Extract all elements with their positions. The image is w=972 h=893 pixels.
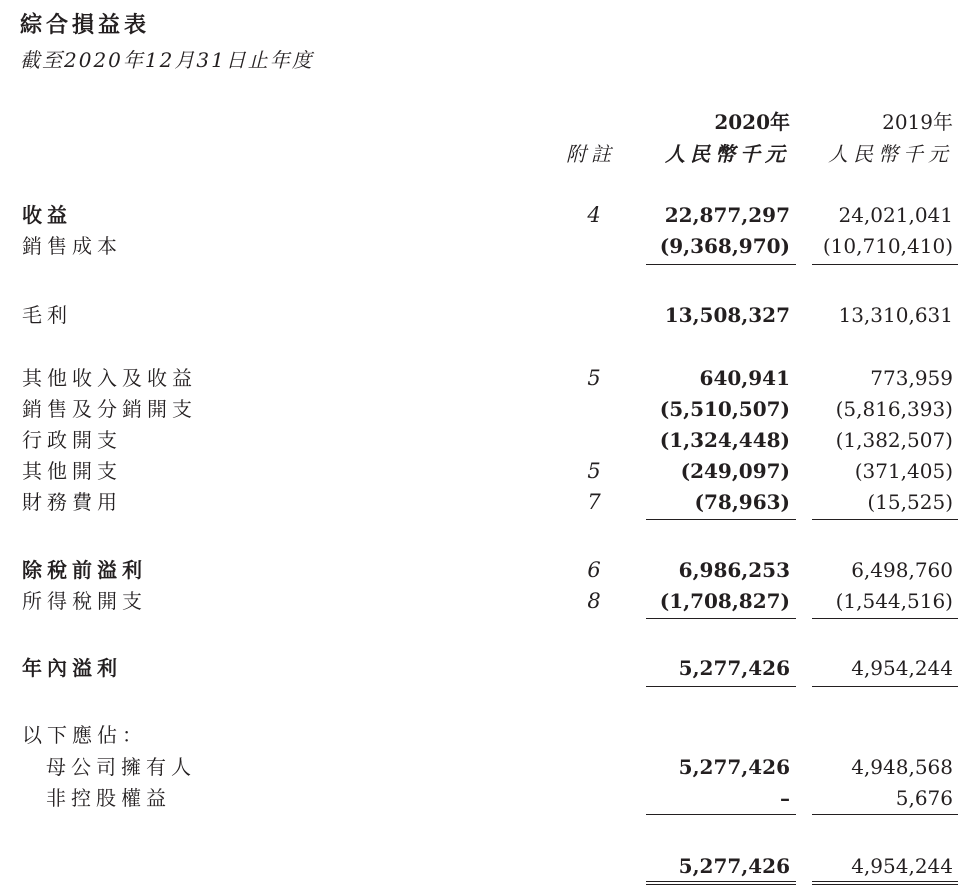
row-label-other-income: 其他收入及收益 xyxy=(22,366,197,390)
row-value-2020-other-income: 640,941 xyxy=(699,366,790,390)
row-note-other-expenses: 5 xyxy=(587,459,601,483)
row-value-2019-administrative: (1,382,507) xyxy=(835,428,953,452)
row-value-2020-cost-of-sales: (9,368,970) xyxy=(659,234,790,258)
row-value-2020-owners-of-parent: 5,277,426 xyxy=(678,755,790,779)
row-value-2020-non-controlling-interests: – xyxy=(780,786,790,810)
row-note-revenue: 4 xyxy=(587,203,601,227)
row-value-2020-other-expenses: (249,097) xyxy=(680,459,790,483)
row-value-2019-gross-profit: 13,310,631 xyxy=(838,303,953,327)
period-subtitle: 截至2020年12月31日止年度 xyxy=(20,48,314,72)
row-value-2020-gross-profit: 13,508,327 xyxy=(664,303,790,327)
row-value-2020-profit-for-year: 5,277,426 xyxy=(678,656,790,680)
row-note-finance-costs: 7 xyxy=(587,490,601,514)
row-label-finance-costs: 財務費用 xyxy=(22,490,122,514)
subtotal-rule-2019 xyxy=(812,814,958,815)
row-value-2019-income-tax: (1,544,516) xyxy=(835,589,953,613)
subtotal-rule-2020 xyxy=(646,264,796,265)
row-value-2020-profit-before-tax: 6,986,253 xyxy=(678,558,790,582)
subtotal-rule-2019 xyxy=(812,618,958,619)
row-value-2019-selling-distribution: (5,816,393) xyxy=(835,397,953,421)
column-header-2020-year: 2020年 xyxy=(714,110,790,134)
row-note-profit-before-tax: 6 xyxy=(587,558,601,582)
column-header-2020-currency: 人民幣千元 xyxy=(665,142,790,166)
row-label-profit-for-year: 年內溢利 xyxy=(22,656,122,680)
row-note-other-income: 5 xyxy=(587,366,601,390)
column-header-2019-currency: 人民幣千元 xyxy=(828,142,953,166)
row-value-2019-profit-before-tax: 6,498,760 xyxy=(851,558,953,582)
row-value-2019-other-expenses: (371,405) xyxy=(854,459,953,483)
row-value-2020-income-tax: (1,708,827) xyxy=(659,589,790,613)
row-note-income-tax: 8 xyxy=(587,589,601,613)
row-label-selling-distribution: 銷售及分銷開支 xyxy=(22,397,197,421)
row-value-2020-administrative: (1,324,448) xyxy=(659,428,790,452)
row-value-2019-owners-of-parent: 4,948,568 xyxy=(851,755,953,779)
row-label-income-tax: 所得稅開支 xyxy=(22,589,147,613)
subtotal-rule-2020 xyxy=(646,814,796,815)
row-value-2020-selling-distribution: (5,510,507) xyxy=(659,397,790,421)
subtotal-rule-2019 xyxy=(812,519,958,520)
row-value-2019-revenue: 24,021,041 xyxy=(838,203,953,227)
row-label-owners-of-parent: 母公司擁有人 xyxy=(46,755,196,779)
column-header-2019-year: 2019年 xyxy=(882,110,953,134)
row-value-2019-total-attributable: 4,954,244 xyxy=(851,854,953,878)
row-label-cost-of-sales: 銷售成本 xyxy=(22,234,122,258)
row-value-2019-other-income: 773,959 xyxy=(870,366,953,390)
subtotal-rule-2020 xyxy=(646,686,796,687)
row-label-attributable-to: 以下應佔： xyxy=(22,723,147,747)
row-value-2019-profit-for-year: 4,954,244 xyxy=(851,656,953,680)
row-value-2020-revenue: 22,877,297 xyxy=(664,203,790,227)
page-title: 綜合損益表 xyxy=(20,12,151,38)
total-double-rule-2020 xyxy=(646,881,796,885)
row-label-gross-profit: 毛利 xyxy=(22,303,72,327)
subtotal-rule-2019 xyxy=(812,686,958,687)
row-value-2019-cost-of-sales: (10,710,410) xyxy=(822,234,953,258)
row-value-2020-finance-costs: (78,963) xyxy=(694,490,790,514)
row-label-profit-before-tax: 除稅前溢利 xyxy=(22,558,147,582)
row-value-2020-total-attributable: 5,277,426 xyxy=(678,854,790,878)
total-double-rule-2019 xyxy=(812,881,958,885)
subtotal-rule-2019 xyxy=(812,264,958,265)
row-label-administrative: 行政開支 xyxy=(22,428,122,452)
row-label-revenue: 收益 xyxy=(22,203,72,227)
column-header-note: 附註 xyxy=(566,142,616,166)
row-label-other-expenses: 其他開支 xyxy=(22,459,122,483)
row-value-2019-finance-costs: (15,525) xyxy=(867,490,953,514)
row-value-2019-non-controlling-interests: 5,676 xyxy=(895,786,953,810)
row-label-non-controlling-interests: 非控股權益 xyxy=(46,786,171,810)
subtotal-rule-2020 xyxy=(646,519,796,520)
subtotal-rule-2020 xyxy=(646,618,796,619)
